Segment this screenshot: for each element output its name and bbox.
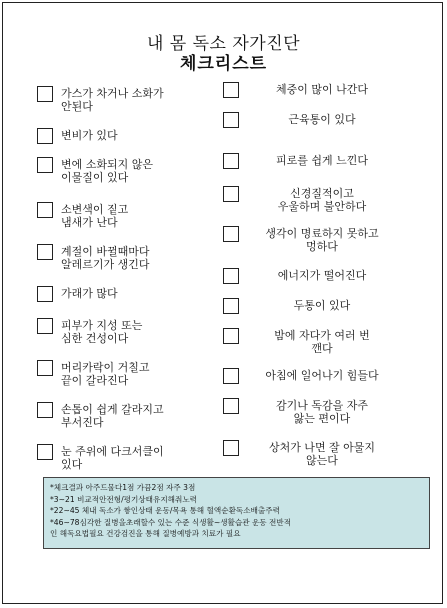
right-item-checkbox[interactable] — [223, 112, 239, 128]
right-item-label: 감기나 독감을 자주 앓는 편이다 — [275, 399, 368, 425]
right-item-checkbox[interactable] — [223, 298, 239, 314]
right-item-checkbox[interactable] — [223, 186, 239, 202]
right-item-label: 피로를 쉽게 느낀다 — [275, 154, 368, 167]
left-item-checkbox[interactable] — [37, 157, 53, 173]
scoring-note-line: *체크결과 아주드물다1점 가끔2점 자주 3점 — [50, 483, 196, 492]
right-item-label: 에너지가 떨어진다 — [277, 269, 367, 282]
right-item-checkbox[interactable] — [223, 398, 239, 414]
left-item-label: 머리카락이 거칠고 끝이 갈라진다 — [61, 361, 150, 387]
right-item-checkbox[interactable] — [223, 153, 239, 169]
left-item-label: 가스가 차거나 소화가 안된다 — [61, 87, 164, 113]
right-item-checkbox[interactable] — [223, 268, 239, 284]
right-item-label: 밤에 자다가 여러 번 깬다 — [274, 329, 370, 355]
left-item-label: 변에 소화되지 않은 이물질이 있다 — [61, 158, 154, 184]
right-item-checkbox[interactable] — [223, 82, 239, 98]
left-item-label: 계절이 바뀔때마다 알레르기가 생긴다 — [61, 245, 150, 271]
left-item-checkbox[interactable] — [37, 318, 53, 334]
scoring-note — [43, 477, 430, 549]
scoring-note-line: 인 해독요법필요 건강검진을 통해 질병예방과 치료가 필요 — [50, 529, 241, 538]
left-item-label: 피부가 지성 또는 심한 건성이다 — [61, 319, 143, 345]
scoring-note-line: *46~78심각한 질병을초래할수 있는 수준 식생활~생활습관 운동 전반적 — [50, 517, 292, 527]
right-item-checkbox[interactable] — [223, 226, 239, 242]
right-item-checkbox[interactable] — [223, 440, 239, 456]
right-item-label: 두통이 있다 — [293, 299, 351, 312]
scoring-note-line: *3~21 비교적안전형/평기상태유지해줘노력 — [50, 494, 197, 504]
left-item-checkbox[interactable] — [37, 86, 53, 102]
right-item-label: 체중이 많이 나간다 — [275, 83, 368, 96]
right-item-label: 근육통이 있다 — [288, 113, 356, 126]
left-item-label: 손톱이 쉽게 갈라지고 부서진다 — [61, 403, 164, 429]
left-item-label: 눈 주위에 다크서클이 있다 — [61, 445, 164, 471]
left-item-label: 소변색이 짙고 냄새가 난다 — [61, 203, 129, 229]
left-item-checkbox[interactable] — [37, 360, 53, 376]
page-title: 내 몸 독소 자가진단 — [146, 34, 301, 54]
scoring-note-line: *22~45 체내 독소가 쌓인상태 운동/목욕 통해 혈액순환독소배출주력 — [50, 506, 280, 515]
left-item-checkbox[interactable] — [37, 244, 53, 260]
right-item-label: 생각이 명료하지 못하고 멍하다 — [265, 227, 379, 253]
right-item-label: 신경질적이고 우울하며 불안하다 — [277, 187, 367, 213]
left-item-checkbox[interactable] — [37, 444, 53, 460]
right-item-checkbox[interactable] — [223, 368, 239, 384]
left-item-label: 가래가 많다 — [61, 287, 118, 300]
page-subtitle: 체크리스트 — [179, 54, 268, 74]
right-item-label: 아침에 일어나기 힘들다 — [265, 369, 379, 382]
left-item-checkbox[interactable] — [37, 402, 53, 418]
left-item-label: 변비가 있다 — [61, 129, 118, 142]
left-item-checkbox[interactable] — [37, 128, 53, 144]
left-item-checkbox[interactable] — [37, 286, 53, 302]
left-item-checkbox[interactable] — [37, 202, 53, 218]
right-item-checkbox[interactable] — [223, 328, 239, 344]
right-item-label: 상처가 나면 잘 아물지 않는다 — [268, 441, 376, 467]
